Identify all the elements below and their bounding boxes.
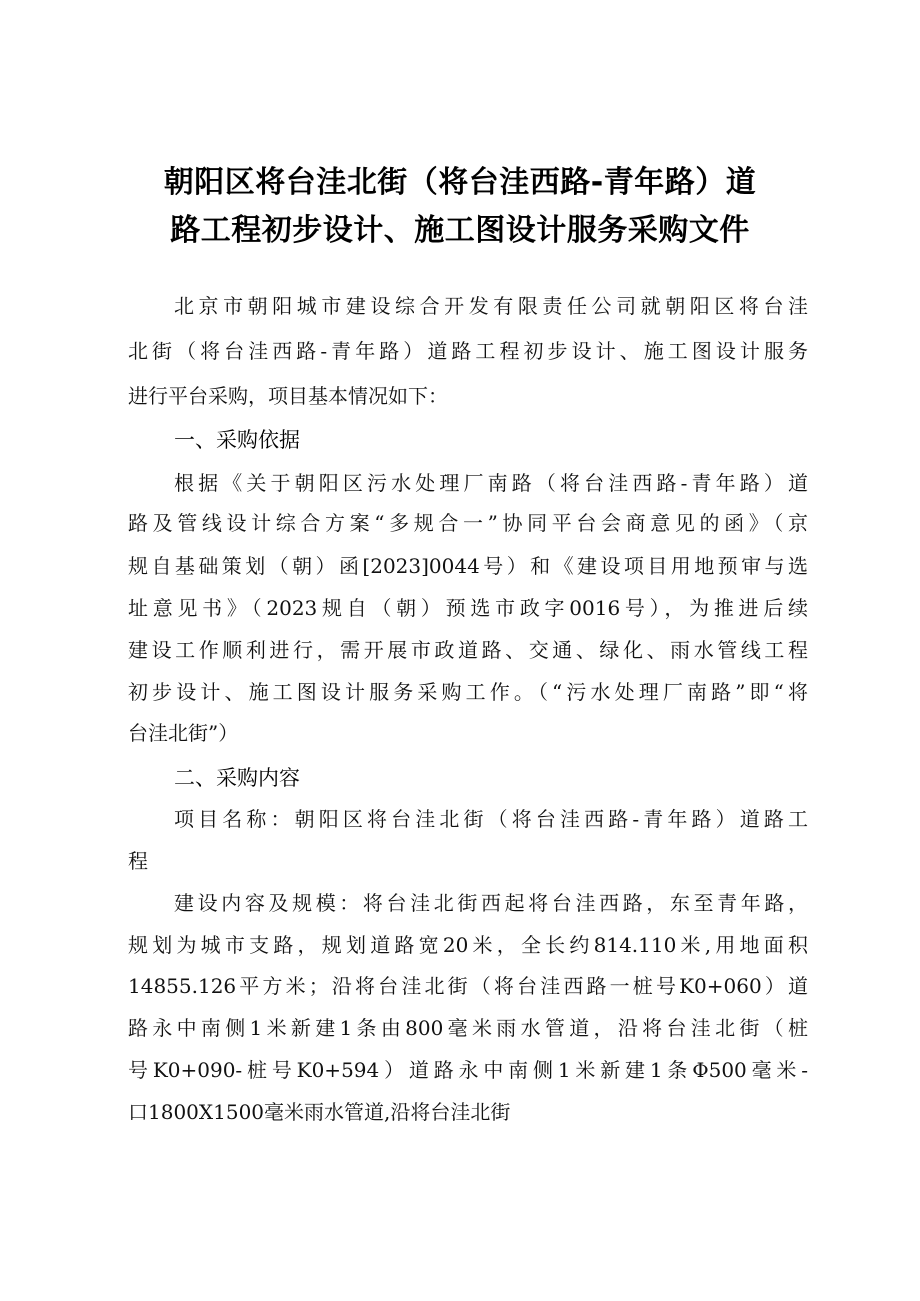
scope-line-5: 号K0+090-桩号K0+594）道路永中南侧1米新建1条Φ500毫米- (128, 1058, 808, 1082)
scope-line-3: 14855.126平方米；沿将台洼北街（将台洼西路一桩号K0+060）道 (128, 974, 808, 998)
section-1-line-4: 址意见书》（2023规自（朝）预选市政字0016号），为推进后续 (128, 596, 808, 620)
section-1-heading: 一、采购依据 (174, 428, 300, 452)
intro-line-2: 北街（将台洼西路-青年路）道路工程初步设计、施工图设计服务 (128, 339, 808, 363)
section-1-line-7: 台洼北街”） (128, 721, 239, 745)
section-1-line-3: 规自基础策划（朝）函[2023]0044号）和《建设项目用地预审与选 (128, 554, 808, 578)
document-title-line-1: 朝阳区将台洼北街（将台洼西路-青年路）道 (163, 165, 757, 200)
scope-line-4: 路永中南侧1米新建1条由800毫米雨水管道，沿将台洼北街（桩 (128, 1016, 808, 1040)
intro-line-1: 北京市朝阳城市建设综合开发有限责任公司就朝阳区将台洼 (174, 294, 808, 318)
document-title-line-2: 路工程初步设计、施工图设计服务采购文件 (170, 213, 750, 248)
section-2-heading: 二、采购内容 (174, 766, 300, 790)
project-name-line-2: 程 (128, 849, 148, 873)
intro-line-3: 进行平台采购，项目基本情况如下： (128, 384, 448, 408)
project-name-line-1: 项目名称：朝阳区将台洼北街（将台洼西路-青年路）道路工 (174, 807, 808, 831)
scope-line-2: 规划为城市支路，规划道路宽20米，全长约814.110米,用地面积 (128, 933, 808, 957)
section-1-line-6: 初步设计、施工图设计服务采购工作。（“污水处理厂南路”即“将 (128, 680, 808, 704)
scope-line-6: 口1800X1500毫米雨水管道,沿将台洼北街 (128, 1100, 511, 1124)
section-1-line-2: 路及管线设计综合方案“多规合一”协同平台会商意见的函》（京 (128, 511, 808, 535)
section-1-line-1: 根据《关于朝阳区污水处理厂南路（将台洼西路-青年路）道 (174, 471, 808, 495)
scope-line-1: 建设内容及规模：将台洼北街西起将台洼西路，东至青年路， (174, 891, 808, 915)
section-1-line-5: 建设工作顺利进行，需开展市政道路、交通、绿化、雨水管线工程 (128, 638, 808, 662)
